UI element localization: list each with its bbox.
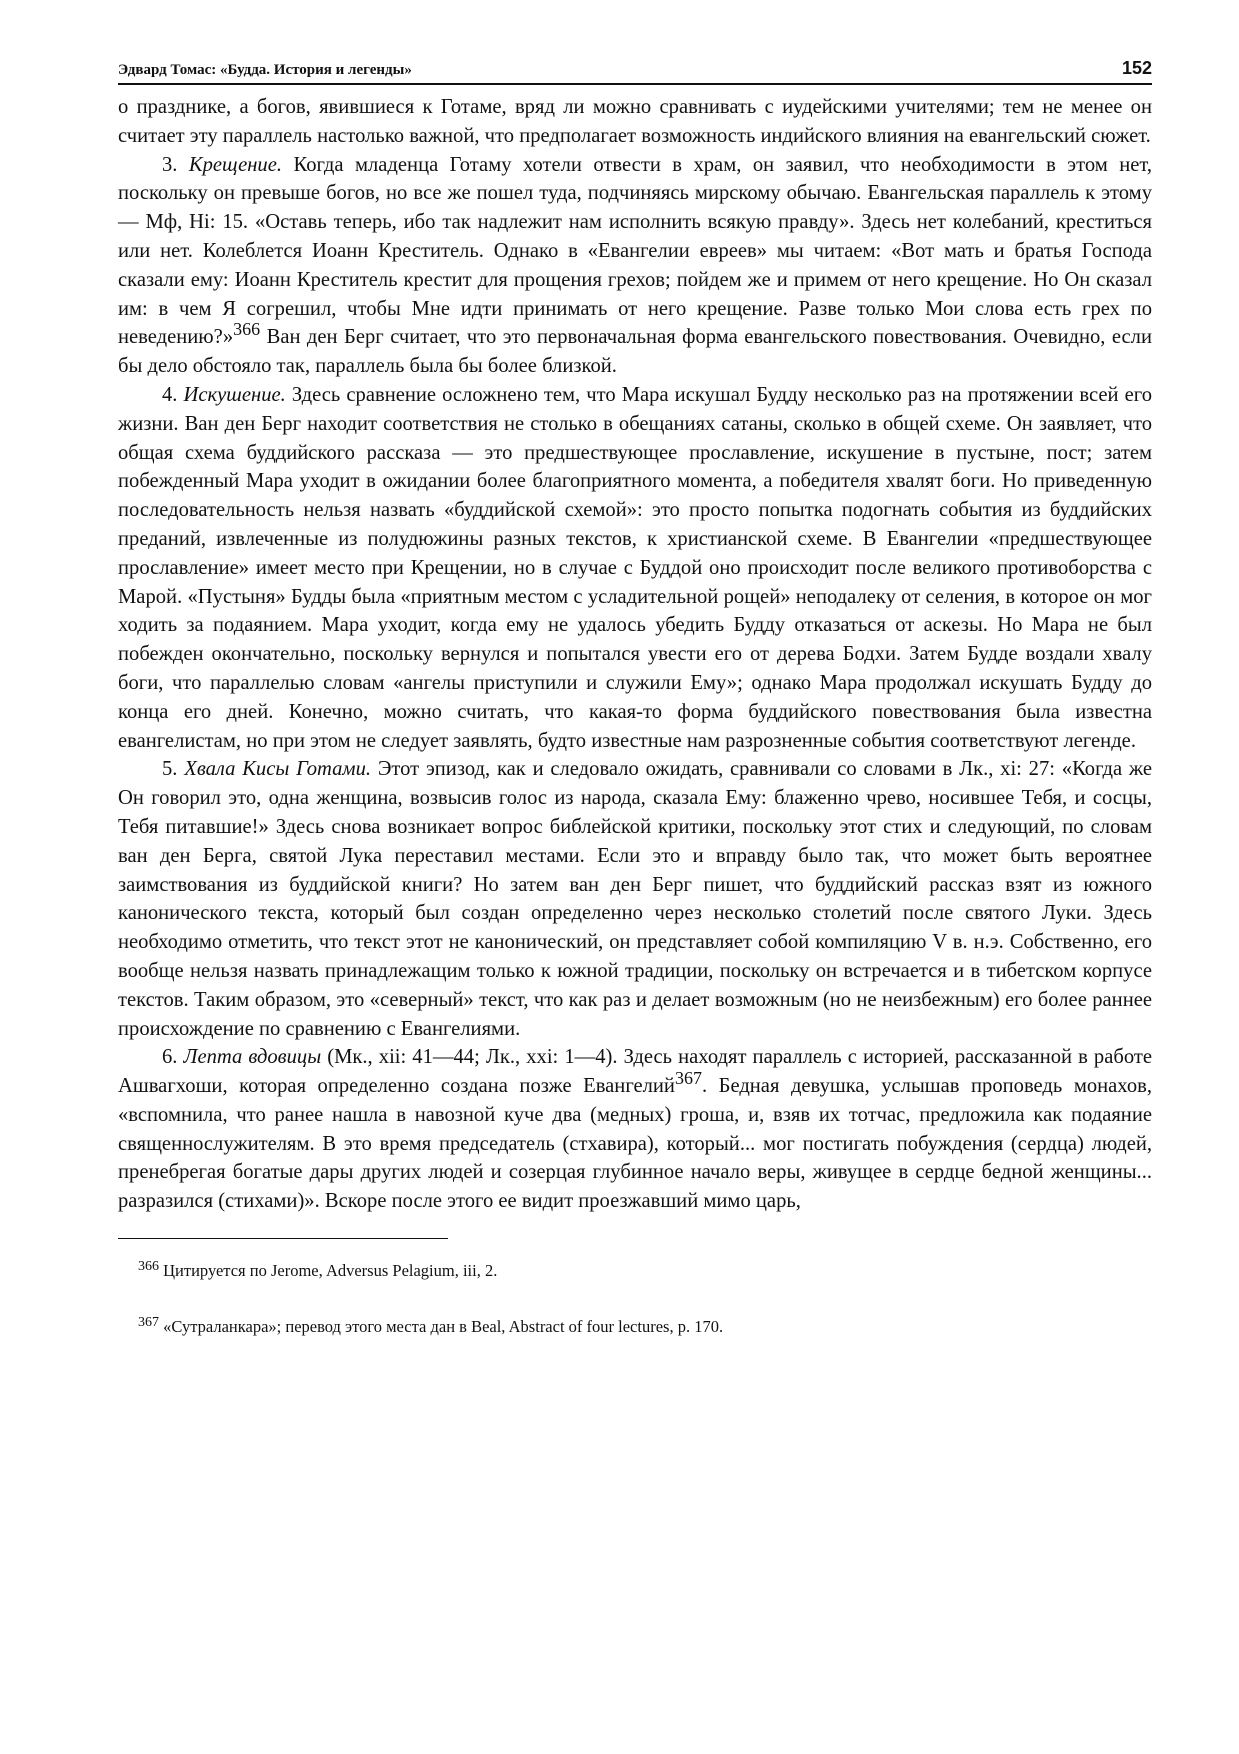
paragraph-text: (Мк., xii: 41—44; Лк., xxi: 1—4). Здесь находят параллель с историей, рассказанной в работе Ашвагхоши, которая определенно создана позже Евангелий: [118, 1046, 1153, 1098]
paragraph-heading: Крещение.: [188, 153, 283, 176]
footnote-text: «Сутраланкара»; перевод этого места дан в Beal, Abstract of four lectures, p. 170.: [163, 1317, 724, 1337]
paragraph-number: 6.: [162, 1046, 184, 1069]
paragraph-number: 5.: [162, 758, 185, 781]
paragraph-baptism: [118, 151, 1152, 381]
footnote-366: [138, 1261, 1152, 1281]
paragraph-text: Здесь сравнение осложнено тем, что Мара искушал Будду несколько раз на протяжении всей его жизни. Ван ден Берг находит соответствия не столько в обещаниях сатаны, сколько в общей схеме. Он заявляет, что общая схема буддийского рассказа — это предшествующее прославление, искушение в пустыне, пост; затем побежденный Мара уходит в ожидании более благоприятного момента, а победителя хвалят боги. Но приведенную последовательность нельзя назвать «буддийской схемой»: это просто попытка подогнать события из буддийских преданий, извлеченные из полудюжины разных текстов, к христианской схеме. В Евангелии «предшествующее прославление» имеет место при Крещении, но в случае с Буддой оно происходит после великого противоборства с Марой. «Пустыня» Будды была «приятным местом с усладительной рощей» неподалеку от селения, в которое он мог ходить за подаянием. Мара уходит, когда ему не удалось убедить Будду отказаться от аскезы. Но Мара не был побежден окончательно, поскольку вернулся и попытался увести его от дерева Бодхи. Затем Будде воздали хвалу боги, что параллелью словам «ангелы приступили и служили Ему»; однако Мара продолжал искушать Будду до конца его дней. Конечно, можно считать, что какая-то форма буддийского повествования была известна евангелистам, но при этом не следует заявлять, будто известные нам разрозненные события соответствуют легенде.: [118, 383, 1152, 752]
page-number: 152: [1121, 58, 1152, 78]
paragraph-text: о празднике, а богов, явившиеся к Готаме, вряд ли можно сравнивать с иудейскими учителями; тем не менее он считает эту параллель настолько важной, что предполагает возможность индийского влияния на евангельский сюжет.: [118, 96, 1152, 147]
paragraph-heading: Искушение.: [183, 383, 286, 406]
body-text: [118, 93, 1152, 1216]
paragraph-heading: Хвала Кисы Готами.: [184, 758, 372, 781]
paragraph-text: Когда младенца Готаму хотели отвести в храм, он заявил, что необходимости в этом нет, поскольку он превыше богов, но все же пошел туда, подчиняясь мирскому обычаю. Евангельская параллель к этому — Мф, Hi: 15. «Оставь теперь, ибо так надлежит нам исполнить всякую правду». Здесь нет колебаний, креститься или нет. Колеблется Иоанн Креститель. Однако в «Евангелии евреев» мы читаем: «Вот мать и братья Господа сказали ему: Иоанн Креститель крестит для прощения грехов; пойдем же и примем от него крещение. Но Он сказал им: в чем Я согрешил, чтобы Мне идти принимать от него крещение. Разве только Мои слова есть грех по неведению?»: [118, 153, 1153, 349]
footnote-ref-367[interactable]: 367: [674, 1068, 702, 1089]
paragraph-kisa-gotami: [118, 755, 1152, 1043]
footnote-text: Цитируется по Jerome, Adversus Pelagium, iii, 2.: [163, 1261, 498, 1281]
footnote-ref-366[interactable]: 366: [233, 319, 261, 340]
paragraph-text: Этот эпизод, как и следовало ожидать, сравнивали со словами в Лк., xi: 27: «Когда же Он говорил это, одна женщина, возвысив голос из народа, сказала Ему: блаженно чрево, носившее Тебя, и сосцы, Тебя питавшие!» Здесь снова возникает вопрос библейской критики, поскольку этот стих и следующий, по словам ван ден Берга, святой Лука переставил местами. Если это и вправду было так, что может быть вероятнее заимствования из буддийской книги? Но затем ван ден Берг пишет, что буддийский рассказ взят из южного канонического текста, который был создан определенно через несколько столетий после святого Луки. Здесь необходимо отметить, что текст этот не канонический, он представляет собой компиляцию V в. н.э. Собственно, его вообще нельзя назвать принадлежащим только к южной традиции, поскольку он встречается и в тибетском корпусе текстов. Таким образом, это «северный» текст, что как раз и делает возможным (но не неизбежным) его более раннее происхождение по сравнению с Евангелиями.: [118, 758, 1153, 1040]
footnotes: [118, 1261, 1152, 1337]
paragraph-continuation: [118, 93, 1152, 151]
paragraph-widows-mite: [118, 1043, 1152, 1216]
paragraph-text: Ван ден Берг считает, что это первоначальная форма евангельского повествования. Очевидно, если бы дело обстояло так, параллель была бы более близкой.: [118, 326, 1152, 378]
paragraph-temptation: [118, 381, 1152, 755]
running-header: [118, 58, 1152, 85]
document-page: [118, 58, 1152, 1373]
footnote-367: [138, 1317, 1152, 1337]
paragraph-number: 4.: [162, 383, 184, 406]
paragraph-number: 3.: [162, 153, 189, 176]
running-header-title: Эдвард Томас: «Будда. История и легенды»: [118, 62, 412, 78]
paragraph-text: . Бедная девушка, услышав проповедь монахов, «вспомнила, что ранее нашла в навозной куче два (медных) гроша, и, взяв их тотчас, предложила как подаяние священнослужителям. В это время председатель (стхавира), который... мог постигать побуждения (сердца) людей, пренебрегая богатые дары других людей и созерцая глубинное начало веры, живущее в сердце бедной женщины... разразился (стихами)». Вскоре после этого ее видит проезжавший мимо царь,: [118, 1075, 1152, 1213]
footnote-divider: [118, 1238, 448, 1239]
footnote-number: 366: [138, 1259, 159, 1275]
footnote-number: 367: [138, 1315, 159, 1331]
paragraph-heading: Лепта вдовицы: [183, 1046, 322, 1069]
